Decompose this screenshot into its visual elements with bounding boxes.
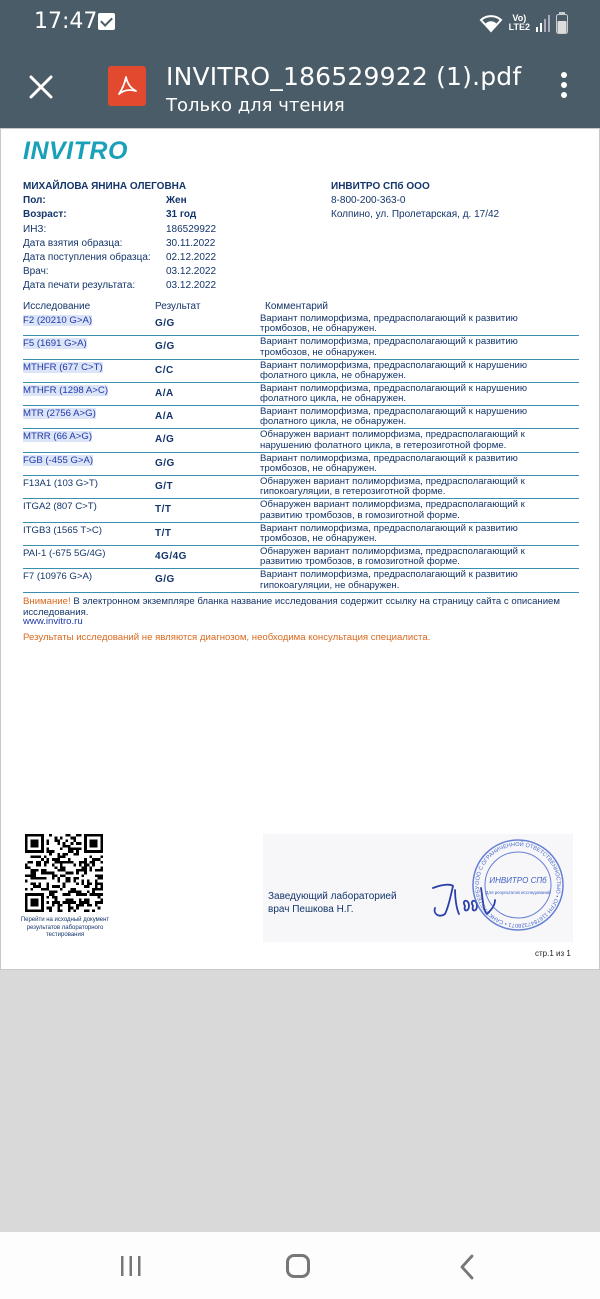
test-comment: Вариант полиморфизма, предрасполагающий к нарушению фолатного цикла, не обнаружен.: [260, 406, 528, 428]
recent-apps-icon[interactable]: [120, 1255, 142, 1277]
svg-text:Для результатов исследований: Для результатов исследований: [485, 890, 551, 895]
test-result: G/G: [155, 457, 175, 469]
test-comment: Вариант полиморфизма, предрасполагающий к нарушению фолатного цикла, не обнаружен.: [260, 359, 528, 381]
table-row: [23, 569, 579, 592]
patient-field-label: Возраст:: [23, 209, 67, 221]
test-name: F7 (10976 G>A): [23, 571, 93, 583]
navigation-bar: [0, 1232, 600, 1299]
patient-field-row: [23, 265, 283, 279]
table-row: [23, 360, 579, 383]
test-comment: Обнаружен вариант полиморфизма, предрасполагающий к развитию тромбозов, в гомозиготной форме.: [260, 545, 525, 568]
table-row: [23, 429, 579, 452]
patient-field-value: Жен: [166, 195, 187, 207]
test-result: 4G/4G: [155, 550, 187, 562]
test-name: PAI-1 (-675 5G/4G): [23, 547, 106, 559]
disclaimer: Результаты исследований не являются диагнозом, необходима консультация специалиста.: [23, 632, 431, 643]
test-name[interactable]: MTHFR (677 C>T): [23, 361, 103, 373]
pdf-file-icon: [108, 66, 146, 106]
test-result: T/T: [155, 504, 172, 516]
test-result: G/G: [155, 318, 175, 329]
test-result: A/A: [155, 387, 174, 399]
test-comment: Вариант полиморфизма, предрасполагающий к развитию тромбозов, не обнаружен.: [260, 452, 518, 475]
patient-field-row: [23, 251, 283, 265]
status-time: 17:47: [34, 9, 98, 34]
battery-icon: [556, 12, 568, 34]
table-row: [23, 476, 579, 499]
header-comment: Комментарий: [265, 301, 328, 312]
back-icon[interactable]: [459, 1254, 475, 1280]
patient-field-value: 31 год: [166, 209, 197, 221]
test-result: T/T: [155, 527, 172, 539]
close-icon[interactable]: [26, 72, 56, 102]
network-type: Vo) LTE2: [508, 13, 530, 32]
patient-field-label: Врач:: [23, 266, 49, 278]
svg-text:ООО С ОГРАНИЧЕННОЙ ОТВЕТСТВЕНН: ООО С ОГРАНИЧЕННОЙ ОТВЕТСТВЕННОСТЬЮ • ОГРН 1167847328071 • САНКТ-ПЕТЕРБУ: [474, 841, 562, 929]
invitro-logo: INVITRO: [23, 137, 128, 165]
status-bar: [0, 0, 600, 46]
patient-field-value: 30.11.2022: [166, 237, 216, 249]
patient-field-label: Пол:: [23, 195, 46, 207]
test-comment: Вариант полиморфизма, предрасполагающий к развитию тромбозов, не обнаружен.: [260, 336, 518, 358]
read-only-label: Только для чтения: [166, 95, 345, 116]
patient-name: МИХАЙЛОВА ЯНИНА ОЛЕГОВНА: [23, 181, 187, 192]
patient-field-value: 02.12.2022: [166, 252, 217, 264]
signal-icon: [536, 14, 550, 32]
test-name: ITGA2 (807 C>T): [23, 501, 97, 513]
notification-check-icon: [98, 13, 115, 30]
test-result: G/T: [155, 481, 174, 493]
patient-field-row: [23, 223, 283, 237]
test-name[interactable]: MTHFR (1298 A>C): [23, 384, 109, 396]
patient-field-value: 03.12.2022: [166, 280, 217, 292]
test-name[interactable]: MTR (2756 A>G): [23, 408, 96, 420]
test-result: A/A: [155, 411, 174, 423]
wifi-icon: [479, 13, 503, 33]
test-comment: Обнаружен вариант полиморфизма, предрасполагающий к развитию тромбозов, в гомозиготной форме.: [260, 499, 525, 521]
lab-info: [331, 180, 499, 223]
site-link[interactable]: www.invitro.ru: [23, 616, 83, 627]
test-name[interactable]: F5 (1691 G>A): [23, 338, 87, 350]
signer-title: Заведующий лабораторией: [268, 891, 397, 902]
patient-field-label: Дата поступления образца:: [23, 252, 151, 264]
test-comment: Вариант полиморфизма, предрасполагающий к развитию гипокоагуляции, не обнаружен.: [260, 569, 518, 591]
qr-caption: Перейти на исходный документ результатов лабораторного тестирования: [20, 917, 110, 938]
more-options-icon[interactable]: [556, 72, 572, 102]
official-stamp: [471, 838, 565, 932]
test-name[interactable]: FGB (-455 G>A): [23, 454, 94, 466]
note-warning: Внимание!: [23, 596, 71, 607]
home-icon[interactable]: [286, 1254, 310, 1278]
test-comment: Вариант полиморфизма, предрасполагающий к нарушению фолатного цикла, не обнаружен.: [260, 382, 528, 405]
patient-field-label: Дата взятия образца:: [23, 237, 123, 249]
test-result: A/G: [155, 434, 175, 446]
qr-code[interactable]: [25, 834, 103, 912]
lab-name: ИНВИТРО СПб ООО: [331, 181, 430, 192]
note-text: В электронном экземпляре бланка название исследования содержит ссылку на страницу сайта с описанием исследования.: [23, 596, 560, 618]
patient-field-row: [23, 279, 283, 293]
test-name[interactable]: F2 (20210 G>A): [23, 315, 93, 326]
table-row: [23, 336, 579, 359]
test-comment: Вариант полиморфизма, предрасполагающий к развитию тромбозов, не обнаружен.: [260, 522, 518, 544]
test-result: C/C: [155, 364, 174, 376]
svg-text:ИНВИТРО СПб: ИНВИТРО СПб: [489, 876, 547, 885]
test-result: G/G: [155, 574, 175, 586]
patient-info: [23, 180, 283, 294]
patient-field-value: 186529922: [166, 223, 217, 235]
patient-field-value: 03.12.2022: [166, 266, 217, 278]
table-row: [23, 406, 579, 429]
patient-field-row: [23, 194, 283, 208]
table-row: [23, 383, 579, 406]
test-comment: Обнаружен вариант полиморфизма, предрасполагающий к гипокоагуляции, в гетерозиготной форме.: [260, 476, 525, 498]
patient-field-row: [23, 208, 283, 222]
table-row: [23, 313, 579, 336]
table-row: [23, 523, 579, 546]
test-name[interactable]: MTRR (66 A>G): [23, 431, 93, 443]
signature-block: [263, 834, 573, 942]
app-bar: [0, 46, 600, 128]
table-row: [23, 499, 579, 522]
test-name: F13A1 (103 G>T): [23, 478, 98, 490]
pdf-page: [0, 128, 600, 970]
test-name: ITGB3 (1565 T>C): [23, 524, 103, 536]
lab-address: Колпино, ул. Пролетарская, д. 17/42: [331, 209, 500, 221]
patient-field-label: ИНЗ:: [23, 223, 47, 235]
header-test: Исследование: [23, 301, 91, 312]
header-result: Результат: [155, 301, 201, 312]
table-row: [23, 546, 579, 569]
test-comment: Вариант полиморфизма, предрасполагающий к развитию тромбозов, не обнаружен.: [260, 313, 518, 335]
signer-name: врач Пешкова Н.Г.: [268, 904, 354, 915]
results-table-header: [23, 301, 579, 313]
page-number: стр.1 из 1: [535, 949, 571, 958]
patient-field-label: Дата печати результата:: [23, 280, 136, 292]
lab-phone: 8-800-200-363-0: [331, 195, 406, 207]
file-title: INVITRO_186529922 (1).pdf: [166, 62, 522, 91]
patient-field-row: [23, 237, 283, 251]
electronic-copy-note: [23, 597, 583, 618]
test-comment: Обнаружен вариант полиморфизма, предрасполагающий к нарушению фолатного цикла, в гетерозиготной форме.: [260, 429, 525, 451]
table-row: [23, 453, 579, 476]
test-result: G/G: [155, 341, 175, 353]
results-table: [23, 313, 579, 593]
